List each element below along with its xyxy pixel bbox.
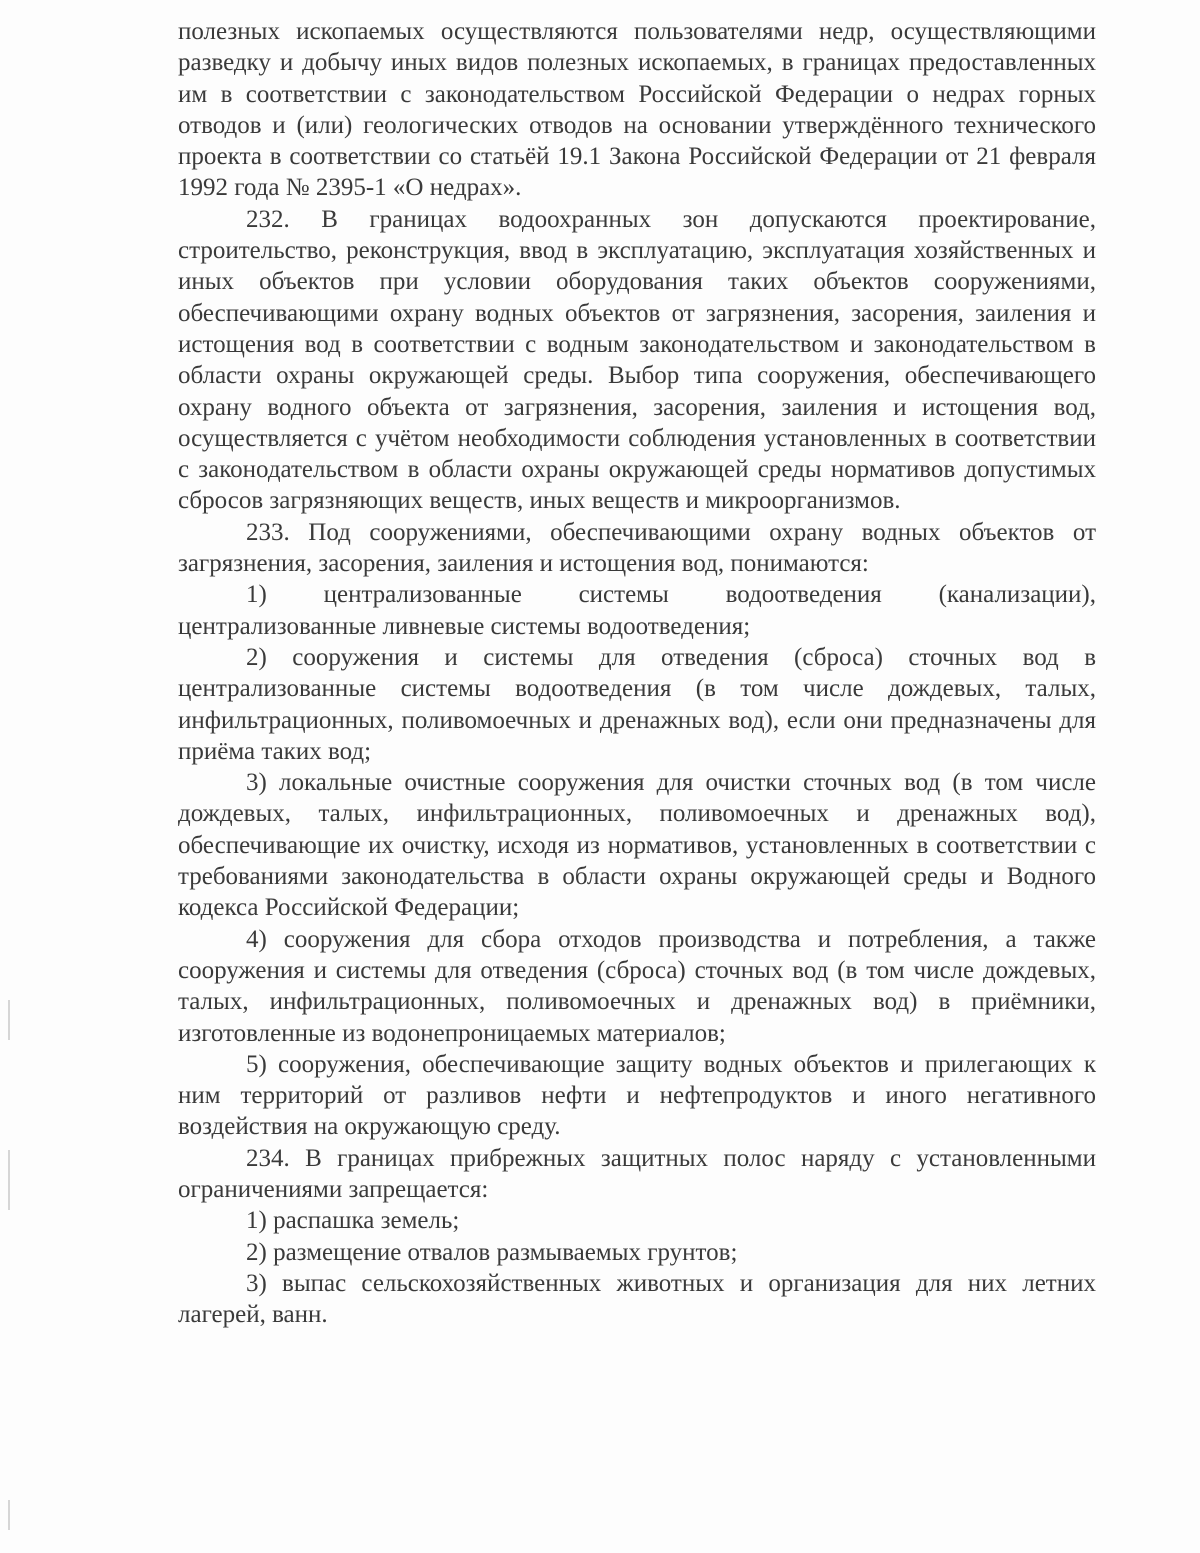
list-item-233-1: 1) централизованные системы водоотведения (канализации), централизованные ливневые системы водоотведения;	[178, 581, 1096, 640]
scan-edge-mark	[8, 1150, 10, 1210]
paragraph-233: 233. Под сооружениями, обеспечивающими охрану водных объектов от загрязнения, засорения, заиления и истощения вод, понимаются:	[178, 518, 1096, 578]
list-item-233-4: 4) сооружения для сбора отходов производства и потребления, а также сооружения и системы для отведения (сброса) сточных вод (в том числе дождевых, талых, инфильтрационных, поливомоечных и дренажных вод) в приёмники, изготовленные из водонепроницаемых материалов;	[178, 925, 1096, 1047]
scan-edge-mark	[8, 1000, 10, 1040]
scan-edge-mark	[8, 1500, 10, 1530]
paragraph-continuation: полезных ископаемых осуществляются пользователями недр, осуществляющими разведку и добычу иных видов полезных ископаемых, в границах предоставленных им в соответствии с законодательством Российской Федерации о недрах горных отводов и (или) геологических отводов на основании утверждённого технического проекта в соответствии со статьёй 19.1 Закона Российской Федерации от 21 февраля 1992 года № 2395-1 «О недрах».	[178, 18, 1096, 202]
paragraph-234: 234. В границах прибрежных защитных полос наряду с установленными ограничениями запрещается:	[178, 1144, 1096, 1203]
list-item-233-5: 5) сооружения, обеспечивающие защиту водных объектов и прилегающих к ним территорий от разливов нефти и нефтепродуктов и иного негативного воздействия на окружающую среду.	[178, 1050, 1096, 1141]
document-body	[178, 16, 1096, 1330]
list-item-233-2: 2) сооружения и системы для отведения (сброса) сточных вод в централизованные системы водоотведения (в том числе дождевых, талых, инфильтрационных, поливомоечных и дренажных вод), если они предназначены для приёма таких вод;	[178, 643, 1096, 765]
paragraph-232: 232. В границах водоохранных зон допускаются проектирование, строительство, реконструкция, ввод в эксплуатацию, эксплуатация хозяйственных и иных объектов при условии оборудования таких объектов сооружениями, обеспечивающими охрану водных объектов от загрязнения, засорения, заиления и истощения вод в соответствии с водным законодательством и законодательством в области охраны окружающей среды. Выбор типа сооружения, обеспечивающего охрану водного объекта от загрязнения, засорения, заиления и истощения вод, осуществляется с учётом необходимости соблюдения установленных в соответствии с законодательством в области охраны окружающей среды нормативов допустимых сбросов загрязняющих веществ, иных веществ и микроорганизмов.	[178, 205, 1096, 515]
list-item-234-1: 1) распашка земель;	[246, 1207, 460, 1235]
list-item-233-3: 3) локальные очистные сооружения для очистки сточных вод (в том числе дождевых, талых, инфильтрационных, поливомоечных и дренажных вод), обеспечивающие их очистку, исходя из нормативов, установленных в соответствии с требованиями законодательства в области охраны окружающей среды и Водного кодекса Российской Федерации;	[178, 769, 1096, 922]
list-item-234-3: 3) выпас сельскохозяйственных животных и организация для них летних лагерей, ванн.	[178, 1269, 1096, 1329]
list-item-234-2: 2) размещение отвалов размываемых грунтов;	[246, 1238, 738, 1266]
